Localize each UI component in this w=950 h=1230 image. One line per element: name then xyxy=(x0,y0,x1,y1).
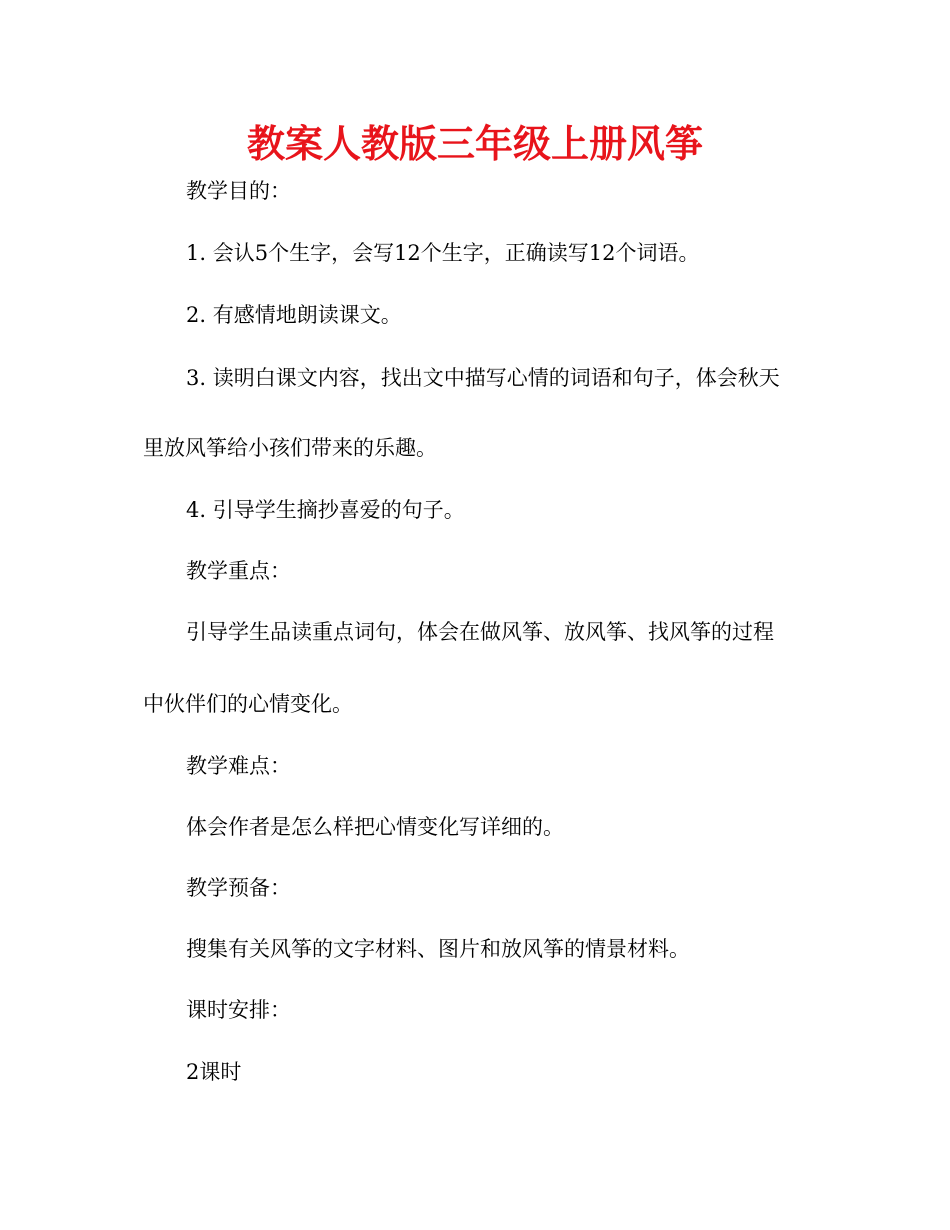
objective-item-2: 2. 有感情地朗读课文。 xyxy=(186,303,402,327)
schedule-text: 2课时 xyxy=(186,1060,242,1084)
section-heading-schedule: 课时安排： xyxy=(186,998,291,1022)
difficulties-text: 体会作者是怎么样把心情变化写详细的。 xyxy=(186,815,564,839)
section-heading-preparation: 教学预备： xyxy=(186,876,291,900)
objective-item-3: 3. 读明白课文内容，找出文中描写心情的词语和句子，体会秋天 xyxy=(186,366,780,390)
key-points-text: 引导学生品读重点词句，体会在做风筝、放风筝、找风筝的过程 xyxy=(186,620,774,644)
objective-item-4: 4. 引导学生摘抄喜爱的句子。 xyxy=(186,498,465,522)
objective-item-1: 1. 会认5个生字，会写12个生字，正确读写12个词语。 xyxy=(186,241,700,265)
section-heading-difficulties: 教学难点： xyxy=(186,754,291,778)
key-points-text-continued: 中伙伴们的心情变化。 xyxy=(143,692,353,716)
section-heading-objectives: 教学目的： xyxy=(186,179,291,203)
section-heading-key-points: 教学重点： xyxy=(186,559,291,583)
preparation-text: 搜集有关风筝的文字材料、图片和放风筝的情景材料。 xyxy=(186,937,690,961)
page-title: 教案人教版三年级上册风筝 xyxy=(246,122,703,166)
objective-item-3-continued: 里放风筝给小孩们带来的乐趣。 xyxy=(143,436,437,460)
